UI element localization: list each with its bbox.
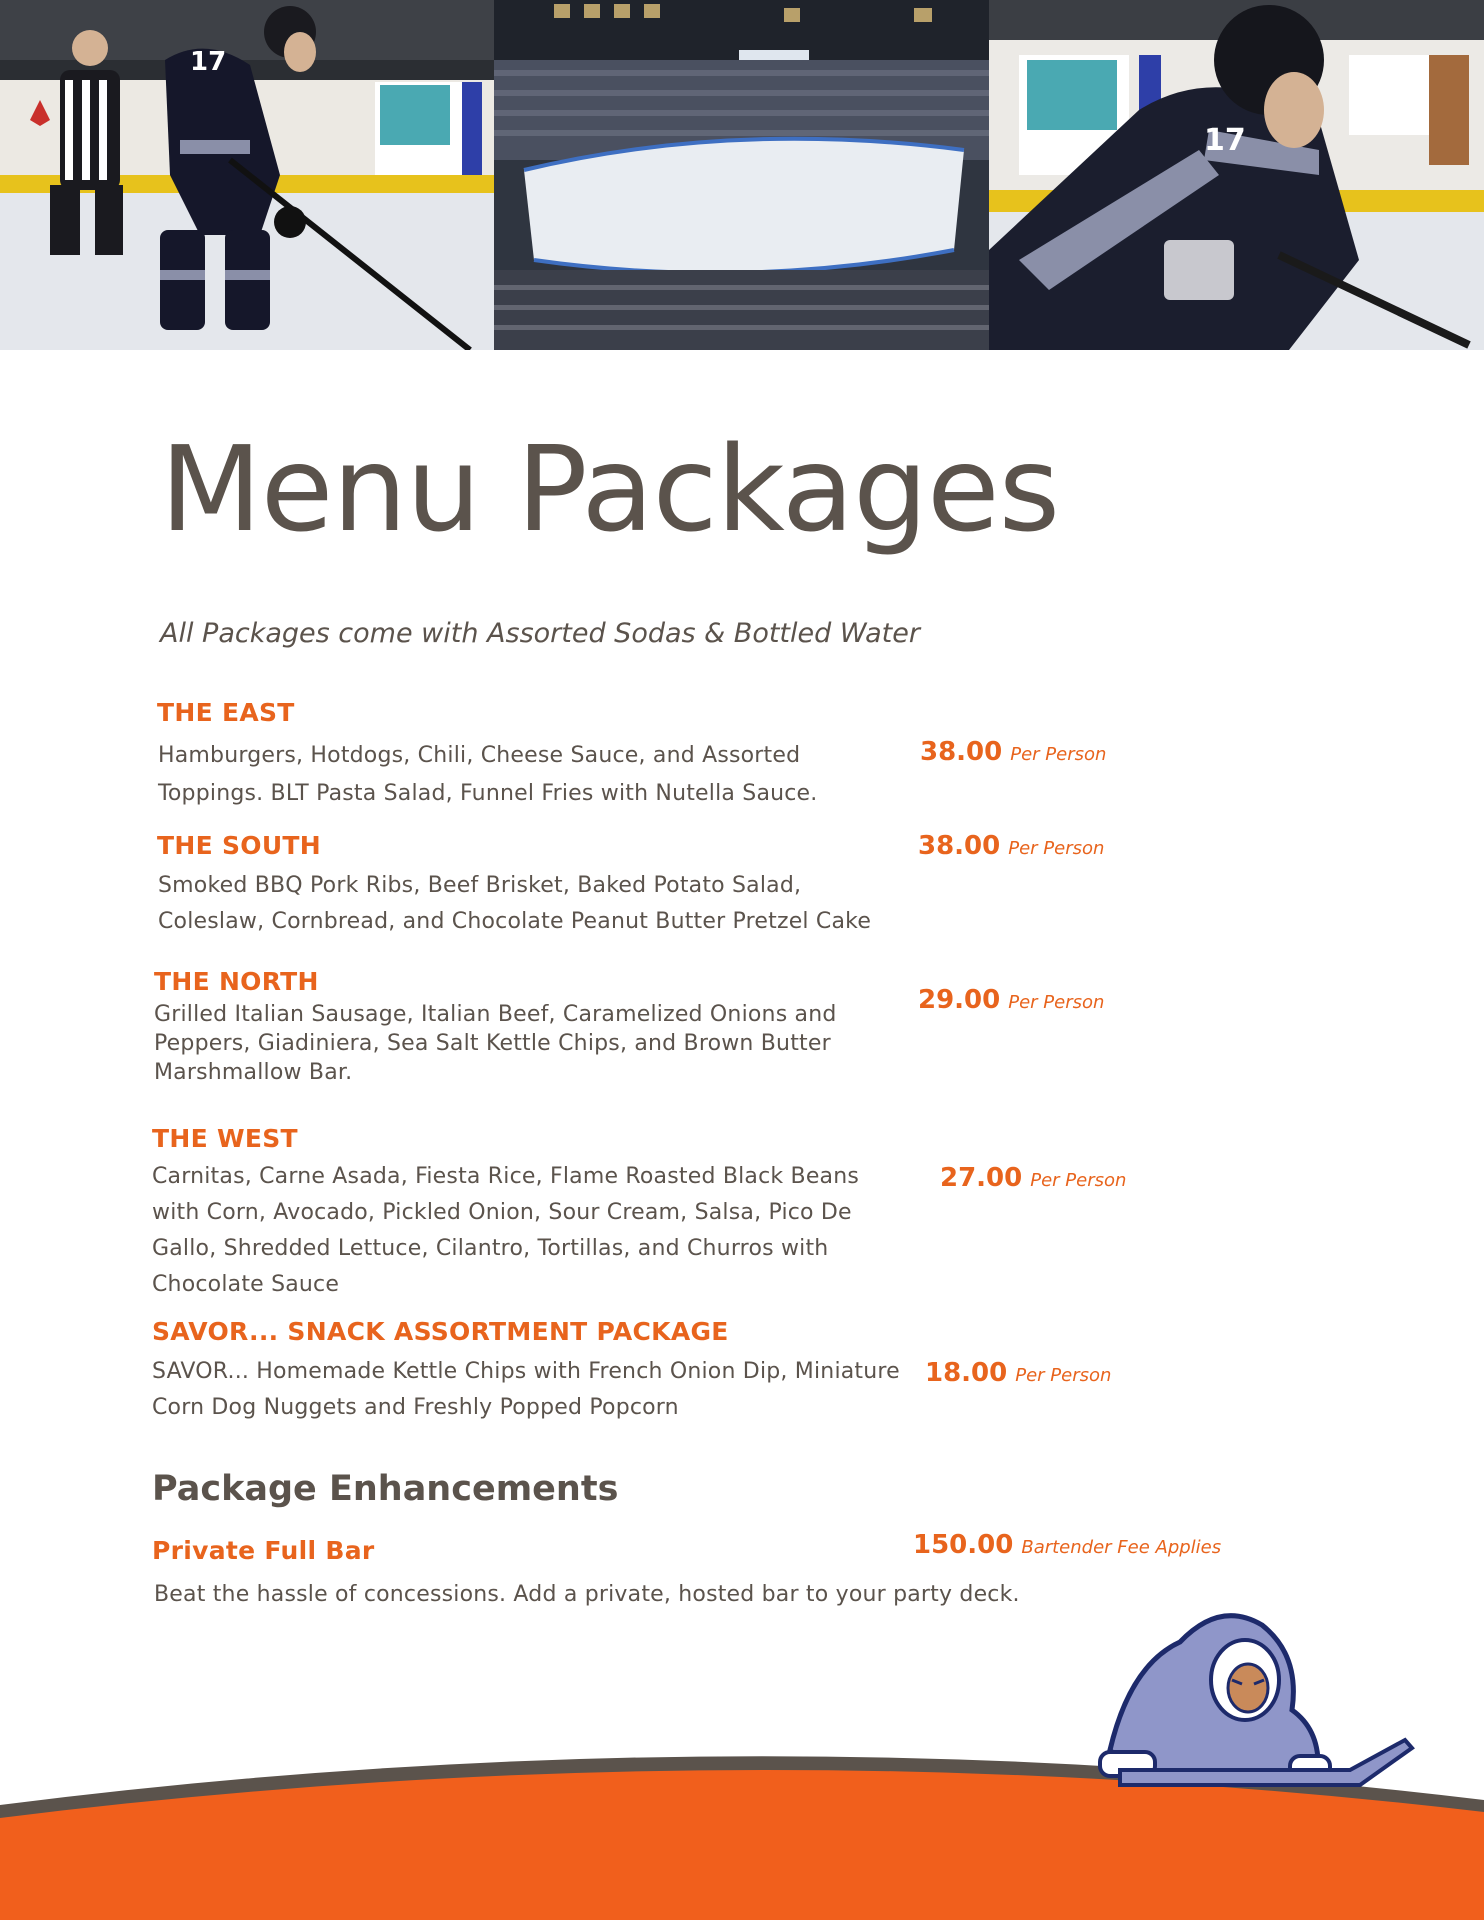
arena-crowd-photo bbox=[494, 0, 989, 350]
footer-wave bbox=[0, 1580, 1484, 1920]
package-price-south bbox=[918, 831, 1104, 861]
yeti-hockey-mascot-icon bbox=[1100, 1616, 1412, 1785]
enhancement-price-private-bar bbox=[913, 1530, 1221, 1560]
package-description-north: Grilled Italian Sausage, Italian Beef, Caramelized Onions and Peppers, Giadiniera, Sea Salt Kettle Chips, and Brown Butter Marshmallow Bar. bbox=[154, 1002, 837, 1085]
package-price-west bbox=[940, 1163, 1126, 1193]
hockey-player-skating-photo bbox=[0, 0, 494, 350]
price-unit: Per Person bbox=[1008, 838, 1105, 859]
price-amount: 38.00 bbox=[920, 737, 1003, 767]
enhancement-description-private-bar: Beat the hassle of concessions. Add a private, hosted bar to your party deck. bbox=[154, 1582, 1020, 1607]
price-amount: 29.00 bbox=[918, 985, 1001, 1015]
package-price-snack bbox=[925, 1358, 1111, 1388]
price-amount: 38.00 bbox=[918, 831, 1001, 861]
price-unit: Per Person bbox=[1010, 744, 1107, 765]
enhancement-name-private-bar: Private Full Bar bbox=[152, 1536, 375, 1565]
package-name-north: THE NORTH bbox=[154, 967, 319, 996]
package-description-south: Smoked BBQ Pork Ribs, Beef Brisket, Baked Potato Salad, Coleslaw, Cornbread, and Chocolate Peanut Butter Pretzel Cake bbox=[158, 873, 872, 934]
package-name-south: THE SOUTH bbox=[157, 831, 321, 860]
price-unit: Per Person bbox=[1030, 1170, 1127, 1191]
package-name-east: THE EAST bbox=[157, 698, 295, 727]
price-unit: Per Person bbox=[1015, 1365, 1112, 1386]
price-amount: 18.00 bbox=[925, 1358, 1008, 1388]
package-name-west: THE WEST bbox=[152, 1124, 298, 1153]
page-title: Menu Packages bbox=[160, 420, 1060, 558]
package-description-snack: SAVOR... Homemade Kettle Chips with French Onion Dip, Miniature Corn Dog Nuggets and Freshly Popped Popcorn bbox=[152, 1359, 900, 1420]
package-description-west: Carnitas, Carne Asada, Fiesta Rice, Flame Roasted Black Beans with Corn, Avocado, Pickled Onion, Sour Cream, Salsa, Pico De Gallo, Shredded Lettuce, Cilantro, Tortillas, and Churros with Chocolate Sauce bbox=[152, 1164, 860, 1297]
price-amount: 27.00 bbox=[940, 1163, 1023, 1193]
svg-text:17: 17 bbox=[1204, 123, 1246, 158]
package-name-snack: SAVOR... SNACK ASSORTMENT PACKAGE bbox=[152, 1317, 729, 1346]
package-description-east: Hamburgers, Hotdogs, Chili, Cheese Sauce, and Assorted Toppings. BLT Pasta Salad, Funnel Fries with Nutella Sauce. bbox=[158, 743, 818, 806]
page-subtitle: All Packages come with Assorted Sodas & Bottled Water bbox=[160, 618, 920, 649]
price-unit: Bartender Fee Applies bbox=[1021, 1537, 1222, 1558]
package-price-north bbox=[918, 985, 1104, 1015]
header-photo-strip bbox=[0, 0, 1484, 350]
svg-text:17: 17 bbox=[190, 47, 227, 77]
enhancements-heading: Package Enhancements bbox=[152, 1469, 619, 1509]
price-amount: 150.00 bbox=[913, 1530, 1014, 1560]
hockey-player-closeup-photo bbox=[989, 0, 1484, 350]
package-price-east bbox=[920, 737, 1106, 767]
price-unit: Per Person bbox=[1008, 992, 1105, 1013]
